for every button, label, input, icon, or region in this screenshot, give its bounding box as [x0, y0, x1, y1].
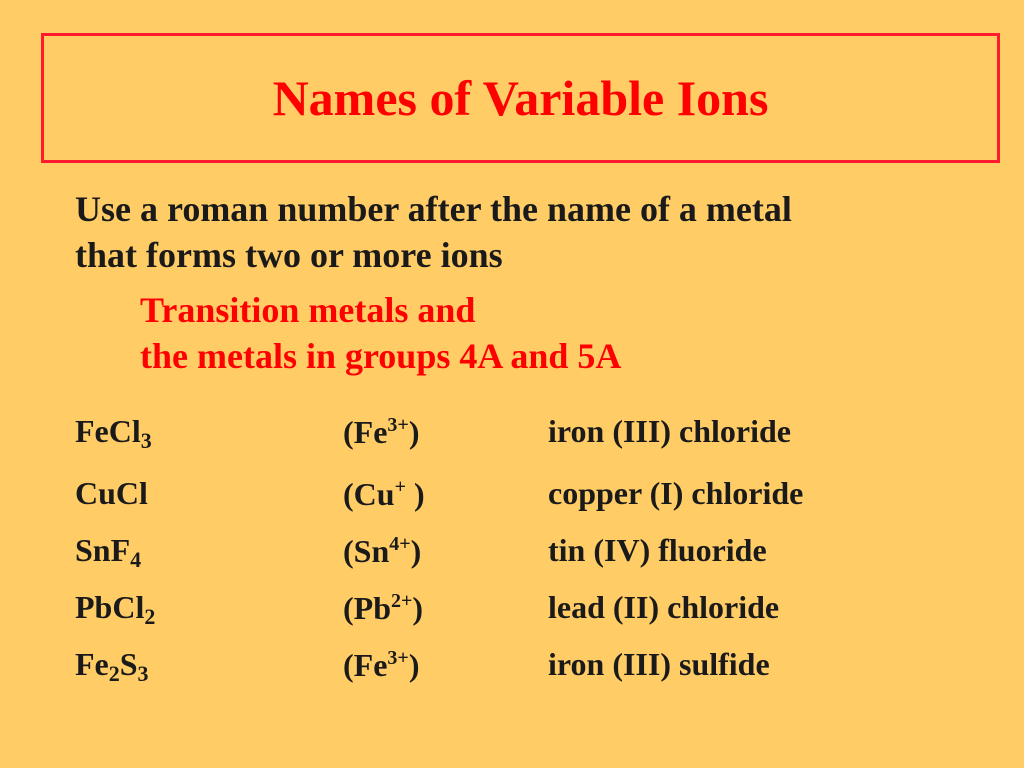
formula — [75, 415, 152, 452]
note-text — [140, 287, 621, 379]
compound-name: iron (III) sulfide — [548, 646, 770, 682]
compound-name: lead (II) chloride — [548, 589, 780, 625]
formula — [75, 648, 149, 685]
text-segment: S — [119, 646, 138, 682]
subscript: 3 — [137, 661, 149, 686]
formula — [75, 534, 141, 571]
ion — [343, 591, 423, 624]
ion — [343, 415, 419, 448]
title-box — [41, 33, 1000, 163]
formula — [75, 477, 148, 509]
superscript: + — [394, 476, 406, 498]
note-line-1: Transition metals and — [140, 290, 476, 330]
ion — [343, 477, 425, 510]
text-segment: (Fe — [343, 647, 388, 683]
example-row — [0, 648, 1024, 698]
example-row — [0, 415, 1024, 465]
text-segment: (Sn — [343, 533, 390, 569]
page-title: Names of Variable Ions — [272, 70, 769, 126]
text-segment: Fe — [75, 646, 109, 682]
text-segment: ) — [408, 414, 420, 450]
text-segment: (Fe — [343, 414, 388, 450]
ion — [343, 534, 421, 567]
intro-line-1: Use a roman number after the name of a metal — [75, 189, 792, 229]
subscript: 3 — [140, 428, 152, 453]
subscript: 2 — [144, 604, 156, 629]
superscript: 2+ — [391, 590, 413, 612]
text-segment: CuCl — [75, 475, 148, 511]
compound-name: iron (III) chloride — [548, 413, 791, 449]
intro-line-2: that forms two or more ions — [75, 235, 503, 275]
text-segment: (Cu — [343, 476, 395, 512]
text-segment: FeCl — [75, 413, 141, 449]
text-segment: ) — [405, 476, 425, 512]
text-segment: SnF — [75, 532, 131, 568]
example-row — [0, 477, 1024, 527]
text-segment: ) — [410, 533, 422, 569]
text-segment: (Pb — [343, 590, 391, 626]
superscript: 4+ — [389, 533, 411, 555]
text-segment: PbCl — [75, 589, 145, 625]
example-row — [0, 591, 1024, 641]
example-row — [0, 534, 1024, 584]
compound-name: copper (I) chloride — [548, 475, 804, 511]
intro-text — [75, 186, 1005, 278]
superscript: 3+ — [387, 647, 409, 669]
text-segment: ) — [408, 647, 420, 683]
compound-name: tin (IV) fluoride — [548, 532, 767, 568]
subscript: 4 — [130, 547, 142, 572]
note-line-2: the metals in groups 4A and 5A — [140, 336, 622, 376]
formula — [75, 591, 155, 628]
ion — [343, 648, 419, 681]
text-segment: ) — [412, 590, 424, 626]
subscript: 2 — [108, 661, 120, 686]
superscript: 3+ — [387, 414, 409, 436]
